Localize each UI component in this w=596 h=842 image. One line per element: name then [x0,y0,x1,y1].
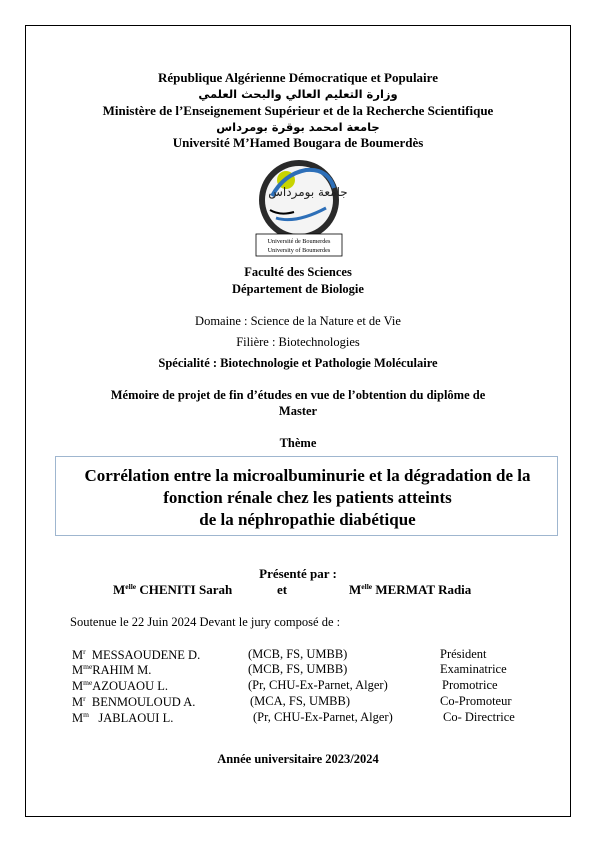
jury-member-affiliation: (MCB, FS, UMBB) [248,647,348,661]
student-1 [113,582,232,598]
university-arabic: جامعة امحمد بوقرة بومرداس [216,120,380,134]
defense-statement: Soutenue le 22 Juin 2024 Devant le jury composé de : [70,615,341,629]
department-name: Département de Biologie [232,282,364,296]
ministry-name: Ministère de l’Enseignement Supérieur et de la Recherche Scientifique [102,103,494,118]
logo-banner-line1: Université de Boumerdes [267,238,331,245]
ministry-arabic: وزارة التعليم العالي والبحث العلمي [198,87,398,101]
domaine: Domaine : Science de la Nature et de Vie [195,314,401,328]
jury-member-role: Président [440,647,487,661]
jury-member-name: $M^{me}AZOUAOU$ L. [72,678,168,693]
republic-name: République Algérienne Démocratique et Populaire [158,70,438,85]
theme-title-box [55,456,558,536]
jury-member-role: Examinatrice [440,662,507,676]
student-2-name: MERMAT Radia [375,582,472,597]
jury-member-affiliation: (MCB, FS, UMBB) [248,662,348,676]
student-1-name: CHENITI Sarah [139,582,233,597]
faculty-name: Faculté des Sciences [244,265,352,279]
presented-connector: et [277,582,288,597]
jury-member-name: $M^m$ JABLAOUI L. [72,710,174,725]
presented-by-label: Présenté par : [259,566,337,581]
jury-member-affiliation: (MCA, FS, UMBB) [250,694,351,708]
theme-title-line2: fonction rénale chez les patients atteints [163,488,452,507]
theme-title-line3: de la néphropathie diabétique [199,510,416,529]
theme-label: Thème [279,436,317,450]
jury-member-role: Promotrice [442,678,498,692]
jury-member-affiliation: (Pr, CHU-Ex-Parnet, Alger) [248,678,388,692]
university-logo [246,158,352,262]
student-1-title-sup: elle [125,582,137,591]
filiere: Filière : Biotechnologies [236,335,360,349]
jury-member-name: $M^r$ BENMOULOUD A. [72,694,196,709]
university-name: Université M’Hamed Bougara de Boumerdès [172,135,424,150]
academic-year: Année universitaire 2023/2024 [217,752,379,766]
jury-member-name: $M^{me}RAHIM$ M. [72,662,152,677]
jury-member-role: Co-Promoteur [440,694,512,708]
specialite: Spécialité : Biotechnologie et Pathologie Moléculaire [158,356,438,370]
logo-banner-line2: University of Boumerdes [267,247,331,254]
student-2-title: M [349,582,362,597]
jury-member-affiliation: (Pr, CHU-Ex-Parnet, Alger) [253,710,393,724]
student-2 [349,582,471,598]
student-1-title: M [113,582,126,597]
memoire-line2: Master [278,404,318,418]
memoire-line1: Mémoire de projet de fin d’études en vue de l’obtention du diplôme de [110,388,486,402]
jury-member-role: Co- Directrice [443,710,515,724]
logo-arabic-text: جامعة بومرداس [268,185,348,199]
jury-member-name: $M^r$ MESSAOUDENE D. [72,647,201,662]
theme-title-line1: Corrélation entre la microalbuminurie et la dégradation de la [84,466,531,485]
student-2-title-sup: elle [361,582,373,591]
